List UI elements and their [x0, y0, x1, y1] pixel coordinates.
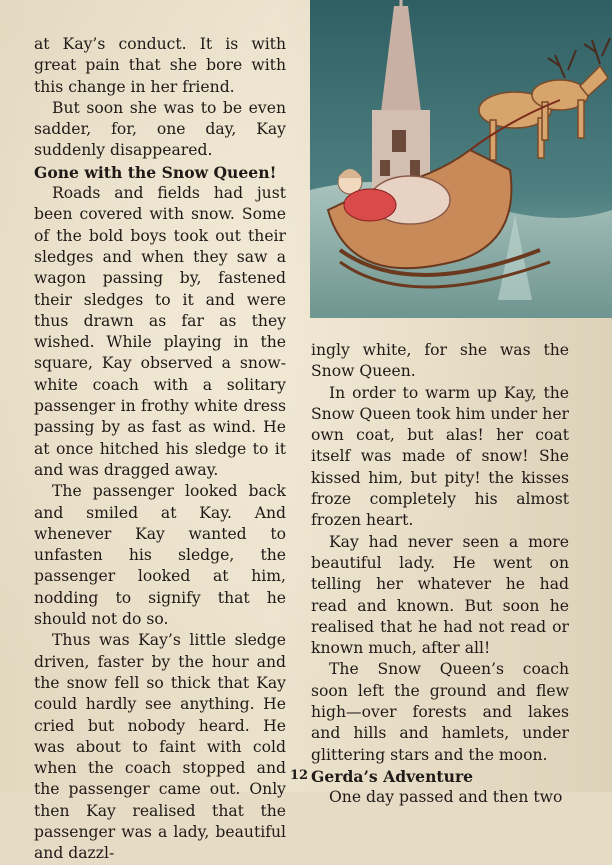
- paragraph: The passenger looked back and smiled at Kay. And whenever Kay wanted to unfasten his sledge, the passenger looked at him, nodding to signify that he should not do so.: [34, 482, 286, 629]
- page-number: 12: [290, 768, 309, 783]
- right-column: [311, 340, 569, 809]
- snow-queen-illustration: [310, 0, 612, 318]
- paragraph: One day passed and then two: [329, 788, 563, 807]
- paragraph: In order to warm up Kay, the Snow Queen took him under her own coat, but alas! her coat itself was made of snow! She kissed him, but pity! the kisses froze completely his almost frozen heart.: [311, 383, 569, 530]
- paragraph: at Kay’s conduct. It is with great pain that she bore with this change in her friend.: [34, 35, 286, 96]
- paragraph: The Snow Queen’s coach soon left the ground and flew high—over forests and lakes and hills and hamlets, under glittering stars and the moon.: [311, 660, 569, 764]
- paragraph: ingly white, for she was the Snow Queen.: [311, 341, 569, 381]
- paragraph: Roads and fields had just been covered with snow. Some of the bold boys took out their sledges and when they saw a wagon passing by, fastened their sledges to it and were thus drawn as far as they wished. While playing in the square, Kay observed a snow-white coach with a solitary passenger in frothy white dress passing by as fast as wind. He at once hitched his sledge to it and was dragged away.: [34, 184, 286, 479]
- paragraph: But soon she was to be even sadder, for, one day, Kay suddenly disappeared.: [34, 98, 286, 160]
- left-column: [34, 34, 286, 865]
- paragraph: Thus was Kay’s little sledge driven, faster by the hour and the snow fell so thick that Kay could hardly see anything. He cried but nobody heard. He was about to faint with cold when the coach stopped and the passenger came out. Only then Kay realised that the passenger was a lady, beautiful and dazzl-: [34, 631, 286, 863]
- section-heading: Gone with the Snow Queen!: [34, 162, 277, 182]
- paragraph: Kay had never seen a more beautiful lady. He went on telling her whatever he had read and known. But soon he realised that he had not read or known much, after all!: [311, 532, 569, 658]
- section-heading: Gerda’s Adventure: [311, 766, 474, 786]
